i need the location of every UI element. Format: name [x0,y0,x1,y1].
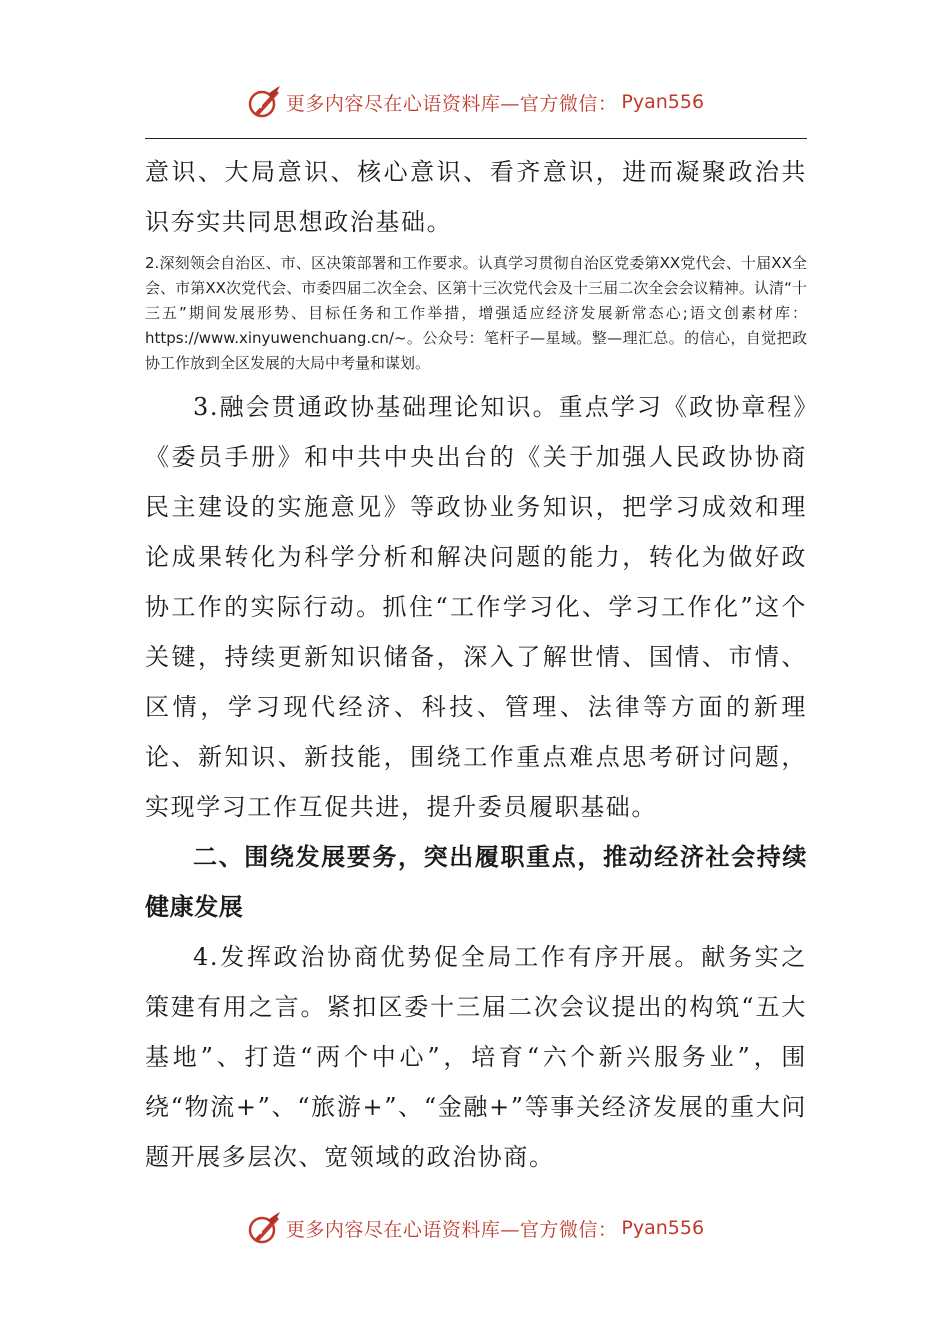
header-divider [145,138,807,139]
page-footer [0,1210,950,1246]
paragraph-continued: 意识、大局意识、核心意识、看齐意识，进而凝聚政治共识夯实共同思想政治基础。 [145,158,807,236]
document-body [145,147,807,1182]
quill-logo-icon [246,1210,282,1246]
brand-banner-footer [246,1210,704,1246]
section-heading-2: 二、围绕发展要务，突出履职重点，推动经济社会持续健康发展 [145,843,807,921]
paragraph-3: 3.融会贯通政协基础理论知识。重点学习《政协章程》《委员手册》和中共中央出台的《关于加强人民政协协商民主建设的实施意见》等政协业务知识，把学习成效和理论成果转化为科学分析和解决问题的能力，转化为做好政协工作的实际行动。抓住“工作学习化、学习工作化”这个关键，持续更新知识储备，深入了解世情、国情、市情、区情，学习现代经济、科技、管理、法律等方面的新理论、新知识、新技能，围绕工作重点难点思考研讨问题，实现学习工作互促共进，提升委员履职基础。 [145,393,807,821]
header-slogan: 更多内容尽在心语资料库—官方微信： [285,92,618,115]
quill-logo-icon [246,84,282,120]
paragraph-2: 2.深刻领会自治区、市、区决策部署和工作要求。认真学习贯彻自治区党委第XX党代会、十届XX全会、市第XX次党代会、市委四届二次全会、区第十三次党代会及十三届二次全会会议精神。认清“十三五”期间发展形势、目标任务和工作举措，增强适应经济发展新常态心;语文创素材库：https://www.xinyuwenchuang.cn/~。公众号：笔杆子—星域。整—理汇总。的信心，自觉把政协工作放到全区发展的大局中考量和谋划。 [145,254,807,372]
footer-slogan: 更多内容尽在心语资料库—官方微信： [285,1218,618,1241]
page-header [0,84,950,120]
footer-wechat-id: Pyan556 [621,1217,705,1239]
header-wechat-id: Pyan556 [621,91,705,113]
paragraph-4: 4.发挥政治协商优势促全局工作有序开展。献务实之策建有用之言。紧扣区委十三届二次会议提出的构筑“五大基地”、打造“两个中心”，培育“六个新兴服务业”，围绕“物流+”、“旅游+”、“金融+”等事关经济发展的重大问题开展多层次、宽领域的政治协商。 [145,943,807,1171]
brand-banner [246,84,704,120]
